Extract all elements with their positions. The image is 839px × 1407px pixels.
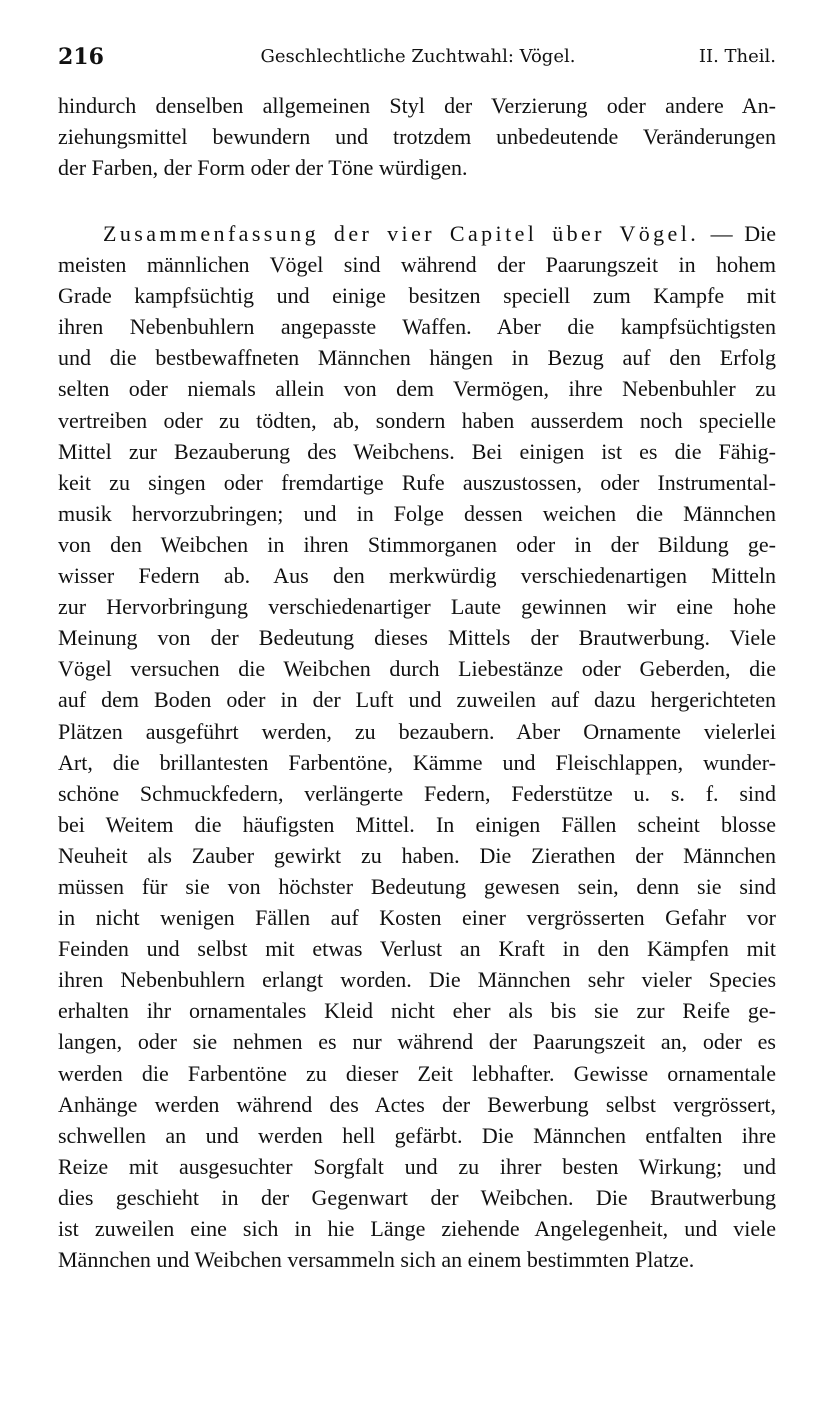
text-line: von den Weibchen in ihren Stimmorganen oder in der Bildung ge- <box>58 531 776 557</box>
intro-paragraph <box>58 90 776 183</box>
part-label: II. Theil. <box>698 46 776 67</box>
text-line: keit zu singen oder fremdartige Rufe auszustossen, oder Instrumental- <box>58 469 776 495</box>
text-line: selten oder niemals allein von dem Vermögen, ihre Nebenbuhler zu <box>58 376 776 402</box>
page-header <box>58 40 776 74</box>
running-head: Geschlechtliche Zuchtwahl: Vögel. <box>260 46 576 67</box>
text-line: Grade kampfsüchtig und einige besitzen speciell zum Kampfe mit <box>58 283 776 309</box>
page-number: 216 <box>58 44 104 70</box>
text-line: ihren Nebenbuhlern erlangt worden. Die Männchen sehr vieler Species <box>58 967 776 993</box>
text-line: meisten männlichen Vögel sind während der Paarungszeit in hohem <box>58 252 776 278</box>
text-line: schöne Schmuckfedern, verlängerte Federn, Federstütze u. s. f. sind <box>58 780 776 806</box>
text-line: Feinden und selbst mit etwas Verlust an Kraft in den Kämpfen mit <box>58 936 776 962</box>
text-line: Mittel zur Bezauberung des Weibchens. Bei einigen ist es die Fähig- <box>58 438 776 464</box>
text-line: der Farben, der Form oder der Töne würdigen. <box>58 155 468 181</box>
text-line: ziehungsmittel bewundern und trotzdem unbedeutende Veränderungen <box>58 124 776 150</box>
text-line: Männchen und Weibchen versammeln sich an einem bestimmten Platze. <box>58 1247 695 1273</box>
text-line: schwellen an und werden hell gefärbt. Die Männchen entfalten ihre <box>58 1122 776 1148</box>
text-line: vertreiben oder zu tödten, ab, sondern haben ausserdem noch specielle <box>58 407 776 433</box>
text-line: hindurch denselben allgemeinen Styl der Verzierung oder andere An- <box>58 93 776 118</box>
text-line: ist zuweilen eine sich in hie Länge ziehende Angelegenheit, und viele <box>58 1216 776 1241</box>
text-line: musik hervorzubringen; und in Folge dessen weichen die Männchen <box>58 500 776 526</box>
text-line: Reize mit ausgesuchter Sorgfalt und zu ihrer besten Wirkung; und <box>58 1153 776 1179</box>
text-line: erhalten ihr ornamentales Kleid nicht eher als bis sie zur Reife ge- <box>58 998 776 1024</box>
text-line: ihren Nebenbuhlern angepasste Waffen. Aber die kampfsüchtigsten <box>58 314 776 340</box>
text-line: zur Hervorbringung verschiedenartiger Laute gewinnen wir eine hohe <box>58 594 776 620</box>
summary-heading-continuation: — Die <box>699 221 776 246</box>
text-line: Neuheit als Zauber gewirkt zu haben. Die Zierathen der Männchen <box>58 842 776 868</box>
text-line: Plätzen ausgeführt werden, zu bezaubern. Aber Ornamente vielerlei <box>58 718 776 744</box>
text-line: Meinung von der Bedeutung dieses Mittels der Brautwerbung. Viele <box>58 625 776 651</box>
summary-heading: Zusammenfassung der vier Capitel über Vögel. <box>103 221 700 246</box>
summary-paragraph <box>58 218 776 1275</box>
text-line: müssen für sie von höchster Bedeutung gewesen sein, denn sie sind <box>58 873 776 899</box>
text-line: dies geschieht in der Gegenwart der Weibchen. Die Brautwerbung <box>58 1184 776 1210</box>
text-line: in nicht wenigen Fällen auf Kosten einer vergrösserten Gefahr vor <box>58 905 776 931</box>
text-line: Vögel versuchen die Weibchen durch Liebestänze oder Geberden, die <box>58 656 776 682</box>
text-line: wisser Federn ab. Aus den merkwürdig verschiedenartigen Mitteln <box>58 563 776 589</box>
text-line: bei Weitem die häufigsten Mittel. In einigen Fällen scheint blosse <box>58 811 776 837</box>
text-line: Anhänge werden während des Actes der Bewerbung selbst vergrössert, <box>58 1091 776 1117</box>
text-line: langen, oder sie nehmen es nur während der Paarungszeit an, oder es <box>58 1029 776 1055</box>
text-line: und die bestbewaffneten Männchen hängen in Bezug auf den Erfolg <box>58 345 776 371</box>
text-line: Art, die brillantesten Farbentöne, Kämme und Fleischlappen, wunder- <box>58 749 776 775</box>
text-line: werden die Farbentöne zu dieser Zeit lebhafter. Gewisse ornamentale <box>58 1060 776 1086</box>
summary-heading-line <box>58 218 776 249</box>
text-line: auf dem Boden oder in der Luft und zuweilen auf dazu hergerichteten <box>58 687 776 713</box>
